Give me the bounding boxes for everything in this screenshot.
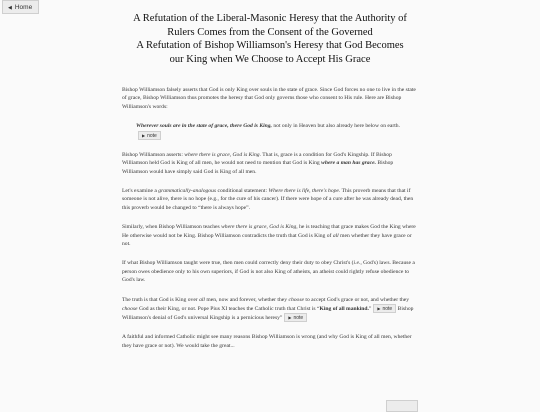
text-span: choose	[288, 296, 305, 303]
back-arrow-icon: ◀	[8, 5, 12, 11]
text-span: Similarly, when Bishop Williamson teaches	[122, 224, 222, 231]
play-triangle-icon: ▶	[288, 315, 292, 321]
text-span: This proverb means that that if someone is not alive, there is no hope (e.g., for the cure of his cancer). If there were hope of a cure after he was already dead, then this proverb would be changed to “there is always hope”.	[122, 188, 414, 211]
paragraph-analogy	[122, 187, 416, 212]
text-span: to accept God's grace or not,	[304, 296, 370, 303]
text-span: Bishop Williamson asserts:	[122, 151, 185, 158]
note-button-2[interactable]	[373, 304, 396, 313]
text-span: God's) laws. Because a person owes obedience only to his own superiors, if God is not also King of atheists, an atheist could rightly refuse obedience to God's law.	[122, 260, 415, 284]
text-span: where a man has grace.	[321, 160, 376, 167]
home-label: Home	[14, 4, 33, 11]
text-span: . That is, grace is a condition for God's Kingship. If Bishop Williamson held God is King of all men, he would not need to mention that God is King	[122, 151, 392, 167]
paragraph-similarly	[122, 223, 416, 248]
intro-paragraph: Bishop Williamson falsely asserts that God is only King over souls in the state of grace. Since God forces no one to live in the state of grace, Bishop Williamson thus promotes the heresy that God only governs those who consent to His rule. Here are Bishop Williamson's words:	[122, 87, 416, 110]
quote-bold-text: Wherever souls are in the state of grace, there God is King,	[136, 123, 272, 130]
note-label: note	[382, 306, 393, 313]
note-button-4[interactable]	[386, 400, 418, 412]
paragraph-truth	[122, 296, 416, 323]
note-button-1[interactable]	[138, 131, 161, 140]
text-span: men whether they have grace or not.	[122, 232, 412, 248]
text-span: Where there is life, there's hope.	[268, 188, 341, 195]
text-span: ”	[368, 305, 372, 312]
play-triangle-icon: ▶	[142, 132, 146, 138]
text-span: God as their King, or not. Pope Pius XI teaches the Catholic truth that Christ is “	[137, 305, 320, 312]
text-span: conditional statement:	[216, 188, 269, 195]
text-span: King of all mankind.	[319, 305, 369, 312]
article-body	[122, 86, 416, 361]
title-line-3: A Refutation of Bishop Williamson's Heresy that God Becomes	[136, 40, 404, 51]
text-span: The truth is that God is King over	[122, 296, 200, 303]
williamson-quote	[136, 122, 416, 140]
paragraph-faithful: A faithful and informed Catholic might see many reasons Bishop Williamson is wrong (and why God is King of all men, whether they have grace or not). We would take the great...	[122, 334, 412, 349]
title-line-1: A Refutation of the Liberal-Masonic Heresy that the Authority of	[133, 13, 407, 24]
title-line-4: our King when We Choose to Accept His Grace	[169, 53, 371, 65]
text-span: all	[332, 232, 339, 239]
text-span: Bishop Williamson's denial of God's universal Kingship is a pernicious heresy”	[122, 305, 414, 322]
note-label: note	[147, 132, 157, 139]
text-span: Bishop Williamson would have simply said God is King of all men.	[122, 160, 394, 175]
text-span: and whether they	[369, 296, 410, 303]
title-line-2: Rulers Comes from the Consent of the Governed	[167, 26, 373, 38]
paragraph-assertion	[122, 151, 416, 176]
note-label: note	[293, 315, 304, 322]
paragraph-consequence	[122, 259, 416, 284]
text-span: Let's examine a	[122, 188, 159, 195]
note-button-3[interactable]	[284, 313, 307, 322]
text-span: where there is grace, God is King	[184, 151, 260, 158]
text-span: men, now and forever, whether they	[204, 296, 289, 303]
play-triangle-icon: ▶	[377, 306, 381, 312]
text-span: all	[199, 296, 205, 303]
page-title	[0, 12, 540, 66]
text-span: he is teaching that grace makes God the King where He otherwise would not be King. Bishop Williamson contradicts the truth that God is King of	[122, 224, 416, 239]
quote-rest-text: not only in Heaven but also already here below on earth.	[271, 123, 400, 130]
text-span: where there is grace, God is King,	[221, 224, 298, 231]
text-span: i.e.,	[353, 260, 362, 267]
text-span: choose	[122, 305, 138, 312]
text-span: grammatically-analogous	[158, 188, 217, 195]
text-span: If what Bishop Williamson taught were true, then men could correctly deny their duty to obey Christ's (	[122, 260, 354, 267]
